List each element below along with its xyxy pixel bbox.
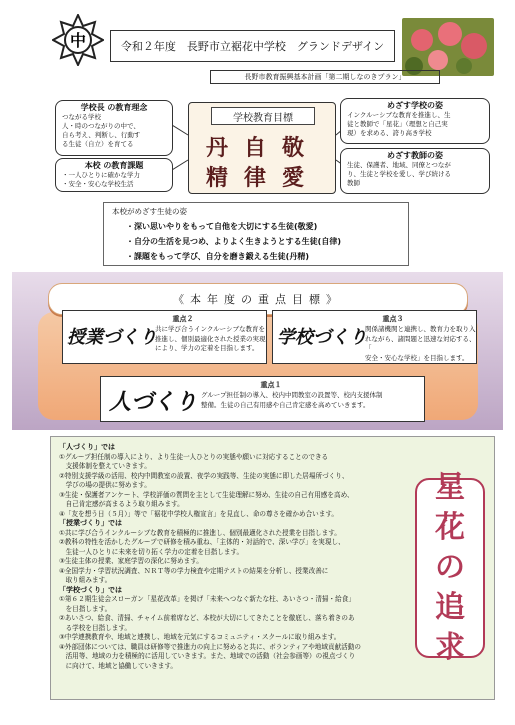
- goal-row-1: 丹自敬: [205, 135, 320, 161]
- text-line: る学校を目指します。: [59, 623, 132, 632]
- student-vision-item: ・深い思いやりをもって自他を大切にする生徒(敬愛): [126, 222, 318, 231]
- text-line: グループ担任制の導入、校内中間教室の設置等、校内支援体制: [201, 391, 383, 399]
- focus-header: 《本年度の重点目標》: [48, 283, 468, 315]
- motto-char: 求: [435, 630, 465, 665]
- motto-char: 星: [435, 470, 465, 505]
- motto-char: の: [435, 550, 465, 585]
- text-line: つながる学校: [62, 113, 101, 121]
- principal-philosophy-box: [55, 100, 173, 156]
- focus-card-label: 重点１: [260, 381, 282, 389]
- ideal-teacher-box: [340, 148, 490, 194]
- school-emblem-icon: [52, 14, 104, 66]
- text-line: ④外部団体については、職員は研修等で推進力の向上に努めると共に、ボランティアや地域貢献活動の: [59, 642, 361, 651]
- ideal-teacher-text: [341, 161, 489, 188]
- text-line: 自己肯定感が高まるよう取り組みます。: [59, 500, 184, 508]
- student-vision-box: [103, 202, 409, 266]
- text-line: 支援体制を整えていきます。: [59, 462, 151, 470]
- student-vision-list: [126, 219, 406, 265]
- text-line: に向けて、地域と協働していきます。: [59, 661, 178, 670]
- student-vision-item: ・課題をもって学び、自分を磨き鍛える生徒(丹精): [126, 252, 309, 261]
- focus-card-text: [365, 325, 477, 363]
- text-line: ④全国学力・学習状況調査、ＮＲＴ等の学力検査や定期テストの結果を分析し、授業改善に: [59, 566, 329, 575]
- text-line: 推進し、個別最適化された授業の実現: [155, 334, 266, 343]
- focus-card-lessons: [62, 310, 267, 364]
- plan-label: 長野市教育振興基本計画「第二期しなのきプラン」: [210, 70, 440, 84]
- focus-card-label: 重点３: [382, 315, 404, 323]
- focus-card-big: 授業づくり: [67, 327, 157, 348]
- motto-char: 追: [435, 590, 465, 625]
- ideal-school-text: [341, 111, 489, 138]
- text-line: 現）を求める、誇り高き学校: [347, 129, 432, 137]
- text-line: 生徒、保護者、地域、同僚とつなが: [347, 161, 451, 169]
- text-line: ③生徒・保護者アンケート、学校評価の質問を主として生徒理解に努め、生徒の自己有用感を高め、: [59, 490, 354, 499]
- text-line: ・一人ひとりに確かな学力: [62, 171, 140, 179]
- school-issues-text: [56, 171, 172, 189]
- text-line: 教師: [347, 179, 360, 187]
- text-line: ②教科の特性を活かしたグループで研修を積み重ね、「主体的・対話的で、深い学び」を実現し、: [59, 538, 345, 546]
- focus-card-label: 重点２: [172, 315, 194, 323]
- text-line: り、生徒と学校を愛し、学び続ける: [347, 170, 451, 178]
- ideal-school-heading: めざす学校の姿: [387, 101, 443, 110]
- text-line: ①共に学び合うインクルーシブな教育を積極的に推進し、個別最適化された授業を目指します。: [59, 528, 341, 537]
- text-line: ②特別支援学級の活用、校内中間教室の設置、夜学の実践等、生徒の実態に即した居場所づくり、: [59, 471, 349, 480]
- text-line: 関係諸機関と連携し、教育力を取り入: [365, 325, 476, 333]
- text-line: 生徒一人ひとりに未来を切り拓く学力の定着を目指します。: [59, 547, 244, 556]
- motto-char: 花: [435, 510, 465, 545]
- text-line: ④「友を想う日（５月）」等で「裾花中学校人権宣言」を見直し、命の尊さを確かめ合います。: [59, 509, 339, 518]
- school-goal-box: [188, 102, 336, 194]
- school-issues-box: [55, 158, 173, 192]
- details-text: [59, 443, 414, 671]
- text-line: 人・時のつながりの中で、: [62, 122, 140, 130]
- text-line: ①第６２期生徒会スローガン「星花改革」を掲げ「未来へつなぐ新たな柱、あいさつ・清掃・給食」: [59, 595, 355, 603]
- focus-card-school: [272, 310, 477, 364]
- text-line: 活用等、地域の力を積極的に活用していきます。また、地域での活動（社会参画等）の視点づくり: [59, 652, 356, 660]
- text-line: ③生徒主体の授業、家庭学習の深化に努めます。: [59, 557, 203, 565]
- focus-card-text: [155, 325, 267, 354]
- text-line: 自ら考え、判断し、行動す: [62, 131, 141, 139]
- goal-row-2: 精律愛: [205, 165, 320, 191]
- details-heading: 「人づくり」では: [59, 443, 115, 451]
- emblem-char: 中: [69, 31, 87, 50]
- student-vision-item: ・自分の生活を見つめ、よりよく生きようとする生徒(自律): [126, 237, 341, 246]
- text-line: ・安全・安心な学校生活: [62, 180, 134, 188]
- text-line: 整備。生徒の自己有用感や自己肯定感を高めていきます。: [201, 400, 370, 409]
- focus-card-big: 人づくり: [109, 389, 198, 415]
- page-title: 令和２年度 長野市立裾花中学校 グランドデザイン: [110, 30, 395, 62]
- school-goal-title: 学校教育目標: [211, 107, 315, 125]
- details-heading: 「学校づくり」では: [59, 585, 122, 594]
- text-line: ②あいさつ、給食、清掃、チャイム前着席など、本校が大切にしてきたことを徹底し、落ち着きのあ: [59, 614, 355, 622]
- details-heading: 「授業づくり」では: [59, 519, 122, 527]
- text-line: 安全・安心な学校」を目指します。: [365, 353, 469, 362]
- text-line: 徒と教師で「星花」（理想と自己実: [347, 120, 448, 128]
- focus-card-people: [100, 376, 425, 422]
- text-line: れながら、諸問題と迅速な対応する、「: [365, 334, 476, 352]
- principal-philosophy-heading: 学校長 の教育理念: [80, 103, 148, 112]
- text-line: ③中学連携教育や、地域と連携し、地域を元気にするコミュニティ・スクールに取り組みます。: [59, 633, 341, 641]
- focus-card-big: 学校づくり: [277, 327, 367, 348]
- text-line: ①グループ担任制の導入により、より生徒一人ひとりの実態や願いに対応することのできる: [59, 452, 329, 461]
- flower-photo: [402, 18, 494, 76]
- text-line: 取り組みます。: [59, 576, 112, 584]
- motto-box: [415, 470, 485, 665]
- text-line: により、学力の定着を目指します。: [155, 344, 259, 352]
- student-vision-heading: 本校がめざす生徒の姿: [112, 207, 187, 216]
- text-line: インクルーシブな教育を推進し、生: [347, 111, 451, 119]
- text-line: 学びの場の提供に努めます。: [59, 481, 151, 489]
- text-line: る生徒（自立）を育てる: [62, 140, 134, 148]
- text-line: を目指します。: [59, 604, 112, 613]
- ideal-teacher-heading: めざす教師の姿: [387, 151, 443, 160]
- focus-card-text: [201, 391, 423, 410]
- school-issues-heading: 本校 の教育課題: [84, 161, 144, 170]
- ideal-school-box: [340, 98, 490, 144]
- text-line: 共に学び合うインクルーシブな教育を: [155, 325, 266, 333]
- principal-philosophy-text: [56, 113, 172, 149]
